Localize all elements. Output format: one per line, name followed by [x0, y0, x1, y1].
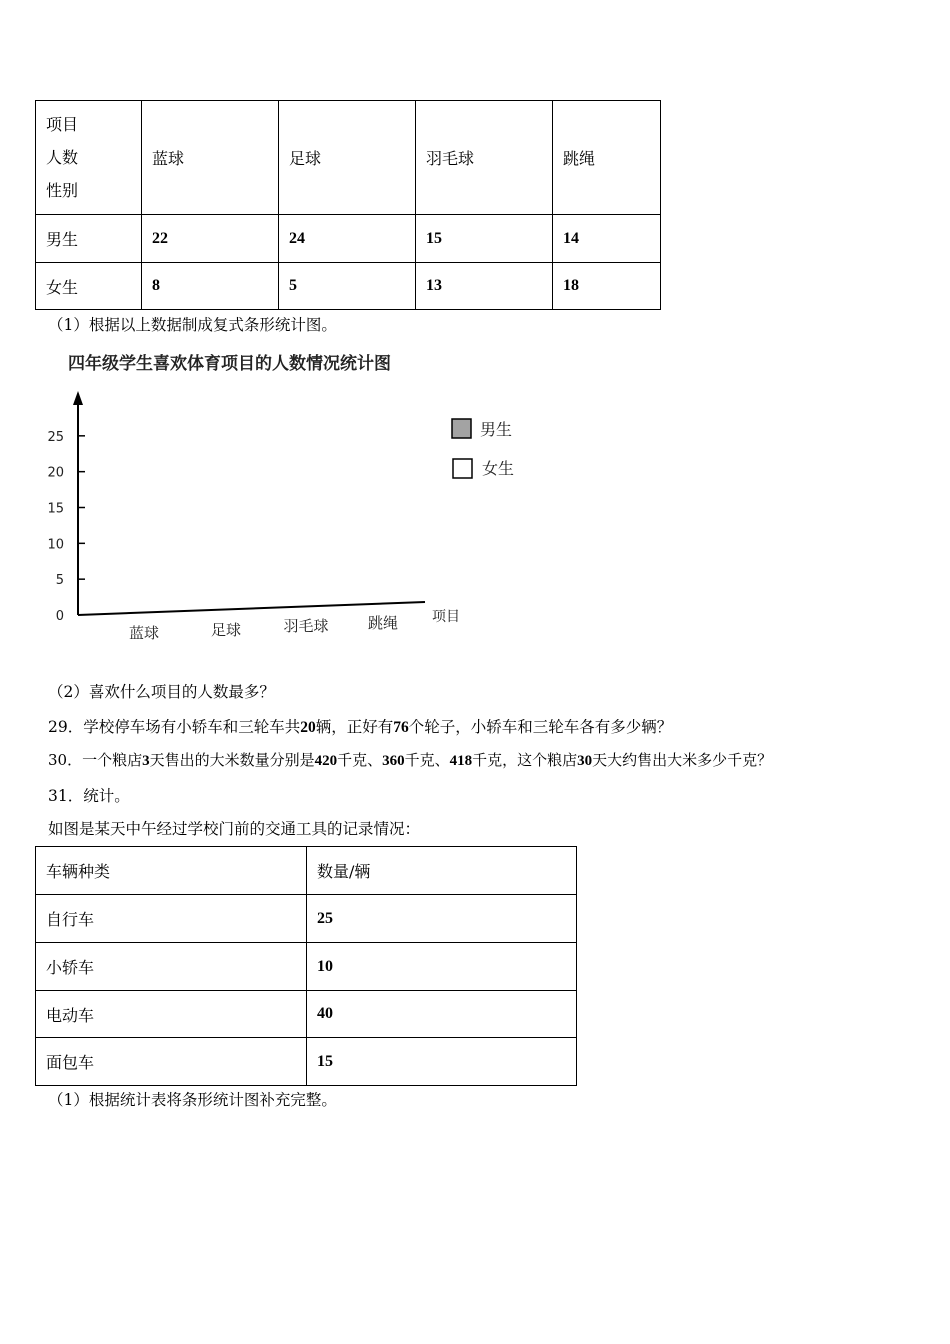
q30-text: 30．一个粮店 — [48, 751, 143, 769]
q30-number: 30 — [577, 753, 593, 769]
q30-number: 3 — [142, 753, 150, 769]
vehicle-count: 25 — [307, 895, 577, 943]
q29-number-1: 20 — [300, 719, 316, 736]
legend-swatch-boys — [452, 419, 471, 438]
column-header: 足球 — [279, 101, 416, 215]
cell-value: 5 — [279, 263, 416, 310]
x-category-label: 蓝球 — [128, 624, 160, 642]
table-row — [36, 991, 577, 1038]
q30-number: 420 — [314, 753, 338, 769]
chart-title: 四年级学生喜欢体育项目的人数情况统计图 — [68, 354, 391, 374]
table-row — [36, 263, 661, 310]
q30-number: 418 — [449, 753, 473, 769]
column-header: 跳绳 — [553, 101, 661, 215]
legend-swatch-girls — [453, 459, 472, 478]
question-30 — [48, 749, 772, 770]
vehicle-count: 40 — [307, 991, 577, 1038]
table-row — [36, 943, 577, 991]
cell-value: 8 — [142, 263, 279, 310]
y-tick-label: 0 — [55, 609, 64, 624]
table-row — [36, 1038, 577, 1086]
corner-label-project: 项目 — [46, 115, 79, 134]
corner-label-gender: 性别 — [46, 181, 79, 200]
cell-value: 18 — [553, 263, 661, 310]
vehicle-type: 小轿车 — [36, 943, 307, 991]
vehicle-type: 面包车 — [36, 1038, 307, 1086]
q29-number-2: 76 — [393, 719, 409, 736]
row-label: 女生 — [36, 263, 142, 310]
y-ticks — [47, 430, 85, 624]
q30-text: 千克、 — [337, 751, 383, 769]
y-tick-label: 15 — [47, 501, 64, 517]
column-header: 数量/辆 — [307, 847, 577, 895]
question-28-1: （1）根据以上数据制成复式条形统计图。 — [48, 316, 337, 334]
legend-label-girls: 女生 — [482, 459, 515, 478]
vehicle-type: 电动车 — [36, 991, 307, 1038]
q29-mid: 辆，正好有 — [315, 718, 394, 736]
vehicle-count: 15 — [307, 1038, 577, 1086]
q30-text: 千克，这个粮店 — [472, 751, 578, 769]
bar-chart — [40, 345, 540, 650]
sports-table — [35, 100, 661, 310]
cell-value: 14 — [553, 215, 661, 263]
x-category-label: 跳绳 — [367, 614, 399, 632]
vehicle-count: 10 — [307, 943, 577, 991]
cell-value: 22 — [142, 215, 279, 263]
table-header-row — [36, 847, 577, 895]
question-28-2: （2）喜欢什么项目的人数最多？ — [48, 683, 275, 701]
y-axis-arrow-icon — [73, 391, 83, 405]
q30-text: 千克、 — [404, 751, 450, 769]
q29-prefix: 29．学校停车场有小轿车和三轮车共 — [48, 718, 301, 736]
question-29 — [48, 715, 672, 737]
cell-value: 13 — [416, 263, 553, 310]
q29-suffix: 个轮子，小轿车和三轮车各有多少辆？ — [408, 718, 673, 736]
vehicle-type: 自行车 — [36, 895, 307, 943]
legend-label-boys: 男生 — [480, 420, 513, 439]
y-tick-label: 5 — [55, 573, 64, 589]
question-31-1: （1）根据统计表将条形统计图补充完整。 — [48, 1091, 337, 1109]
x-axis-label: 项目 — [432, 609, 460, 625]
y-tick-label: 10 — [47, 537, 64, 553]
column-header: 羽毛球 — [416, 101, 553, 215]
vehicle-table — [35, 846, 577, 1086]
x-category-label: 足球 — [210, 621, 242, 639]
q30-text: 天售出的大米数量分别是 — [149, 751, 315, 769]
y-tick-label: 25 — [47, 429, 64, 445]
table-row — [36, 215, 661, 263]
question-31-title: 31．统计。 — [48, 787, 130, 805]
x-category-label: 羽毛球 — [283, 617, 329, 635]
cell-value: 15 — [416, 215, 553, 263]
corner-label-count: 人数 — [46, 148, 79, 167]
row-label: 男生 — [36, 215, 142, 263]
column-header: 车辆种类 — [36, 847, 307, 895]
q30-text: 天大约售出大米多少千克？ — [592, 751, 773, 769]
y-tick-label: 20 — [47, 465, 64, 481]
table-row — [36, 895, 577, 943]
q30-number: 360 — [382, 753, 405, 769]
question-31-intro: 如图是某天中午经过学校门前的交通工具的记录情况： — [48, 820, 421, 838]
x-categories — [129, 614, 398, 642]
corner-header-cell — [36, 101, 142, 215]
cell-value: 24 — [279, 215, 416, 263]
column-header: 蓝球 — [142, 101, 279, 215]
